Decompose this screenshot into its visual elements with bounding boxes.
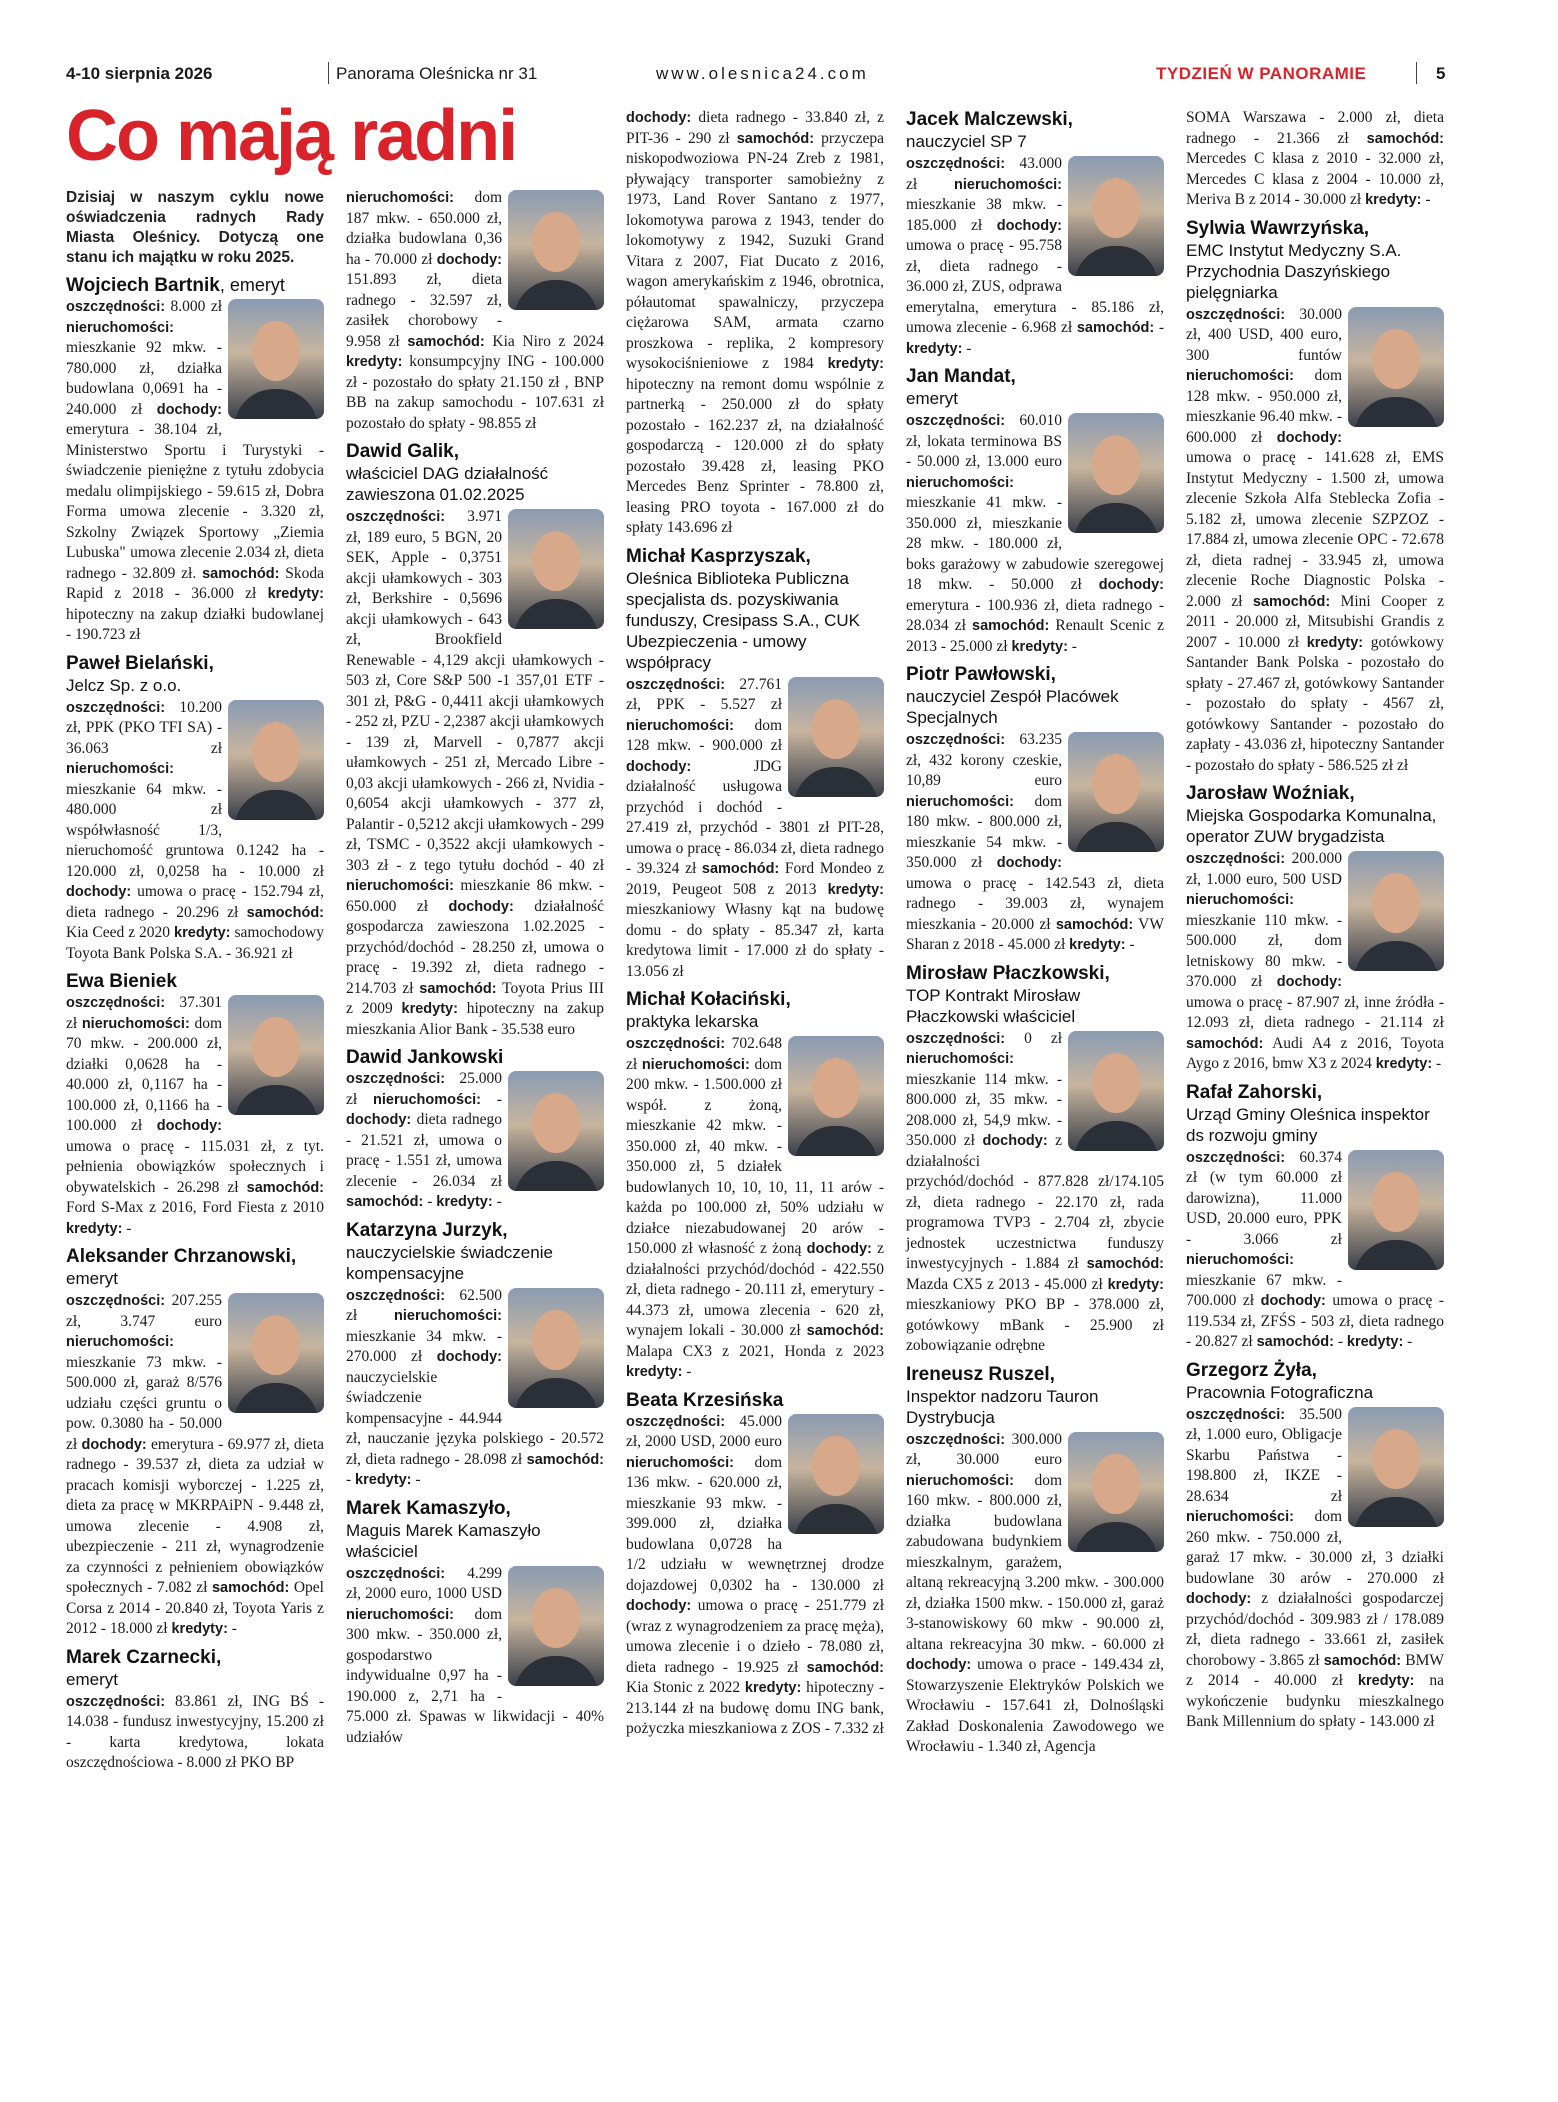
councillor-portrait [1068, 413, 1164, 533]
councillor-role: emeryt [906, 389, 958, 408]
councillor-portrait [1348, 1150, 1444, 1270]
councillor-name: Beata Krzesińska [626, 1389, 784, 1411]
councillor-entry [66, 652, 324, 965]
article-intro: Dzisiaj w naszym cyklu nowe oświadczenia radnych Rady Miasta Oleśnicy. Dotyczą one stanu ich majątku w roku 2025. [66, 189, 324, 266]
councillor-portrait [1348, 307, 1444, 427]
councillor-role: emeryt [66, 1269, 118, 1288]
asset-declaration-text: oszczędności: 702.648 zł nieruchomości: dom 200 mkw. - 1.500.000 zł współ. z żoną, mieszkanie 42 mkw. - 350.000 zł, 40 mkw. - 350.000 zł, 5 działek budowlanych 10, 10, 10, 11, 11 arów - każda po 100.000 zł, 50% udziału w działce niezabudowanej 20 arów - 150.000 zł własność z żoną dochody: z działalności przychód/dochód - 422.550 zł, dieta radnego - 20.111 zł, emerytury - 44.373 zł, umowa zlecenia - 620 zł, wynajem lokali - 30.000 zł samochód: Malapa CX3 z 2021, Honda z 2023 kredyty: - [626, 1035, 884, 1380]
councillor-role: nauczyciel Zespół Placówek Specjalnych [906, 687, 1119, 727]
councillor-role: Maguis Marek Kamaszyło właściciel [346, 1520, 541, 1561]
councillor-role: praktyka lekarska [626, 1012, 759, 1031]
asset-declaration-text: oszczędności: 45.000 zł, 2000 USD, 2000 euro nieruchomości: dom 136 mkw. - 620.000 zł, mieszkanie 93 mkw. - 399.000 zł, działka budowlana 0,0728 ha 1/2 udziału w wewnętrznej drodze dojazdowej 0,0302 ha - 130.000 zł dochody: umowa o pracę - 251.779 zł (wraz z wynagrodzeniem za pracę męża), umowa zlecenie i o dzieło - 78.080 zł, dieta radnego - 19.925 zł samochód: Kia Stonic z 2022 kredyty: hipoteczny - 213.144 zł na budowę domu ING bank, pożyczka mieszkaniowa z ZOS - 7.332 zł [626, 1412, 885, 1737]
councillor-entry [906, 108, 1164, 359]
councillor-entry [1186, 217, 1444, 777]
councillor-entry [1186, 782, 1444, 1075]
article-column-1 [66, 188, 324, 1780]
article-column-5 [1186, 108, 1444, 1739]
councillor-entry [1186, 108, 1444, 211]
asset-declaration-text: oszczędności: 0 zł nieruchomości: mieszkanie 114 mkw. - 800.000 zł, 35 mkw. - 208.000 zł, 54,9 mkw. - 350.000 zł dochody: z działalności przychód/dochód - 877.828 zł/174.105 zł, dieta radnego - 22.170 zł, rada programowa TVP3 - 2.704 zł, zbycie jednostek uczestnictwa funduszy inwestycyjnych - 1.884 zł samochód: Mazda CX5 z 2013 - 45.000 zł kredyty: mieszkaniowy PKO BP - 378.000 zł, gotówkowy mBank - 25.900 zł zobowiązanie odrębne [906, 1029, 1164, 1354]
councillor-role: nauczyciel SP 7 [906, 132, 1027, 151]
councillor-portrait [508, 1071, 604, 1191]
councillor-name: Aleksander Chrzanowski, [66, 1246, 297, 1267]
councillor-name: Paweł Bielański, [66, 652, 214, 674]
councillor-role: Urząd Gminy Oleśnica inspektor ds rozwoju gminy [1186, 1104, 1430, 1145]
councillor-entry [346, 440, 604, 1040]
councillor-name: Michał Kołaciński, [626, 989, 791, 1010]
councillor-name: Katarzyna Jurzyk, [346, 1219, 508, 1241]
councillor-name: Jarosław Woźniak, [1186, 783, 1355, 804]
asset-declaration-text: SOMA Warszawa - 2.000 zł, dieta radnego - 21.366 zł samochód: Mercedes C klasa z 2010 - 32.000 zł, Mercedes C klasa z 2004 - 10.000 zł, Meriva B z 2014 - 30.000 zł kredyty: - [1186, 109, 1444, 208]
page-number: 5 [1436, 64, 1446, 83]
asset-declaration-text: oszczędności: 60.010 zł, lokata terminowa BS - 50.000 zł, 13.000 euro nieruchomości: mieszkanie 41 mkw. - 350.000 zł, mieszkanie 28 mkw. - 180.000 zł, boks garażowy w zabudowie szeregowej 18 mkw. - 50.000 zł dochody: emerytura - 100.936 zł, dieta radnego - 28.034 zł samochód: Renault Scenic z 2013 - 25.000 zł kredyty: - [906, 412, 1165, 655]
councillor-portrait [1068, 1432, 1164, 1552]
councillor-name: Jan Mandat, [906, 366, 1016, 387]
councillor-role: EMC Instytut Medyczny S.A. Przychodnia Daszyńskiego pielęgniarka [1186, 240, 1402, 302]
councillor-name: Dawid Jankowski [346, 1047, 504, 1068]
councillor-portrait [228, 995, 324, 1115]
asset-declaration-text: oszczędności: 62.500 zł nieruchomości: mieszkanie 34 mkw. - 270.000 zł dochody: nauczycielskie świadczenie kompensacyjne - 44.944 zł, nauczanie języka polskiego - 20.572 zł, dieta radnego - 28.098 zł samochód: - kredyty: - [346, 1286, 604, 1488]
header-divider [1416, 62, 1417, 84]
section-title: TYDZIEŃ W PANORAMIE [1156, 64, 1367, 83]
councillor-portrait [508, 1288, 604, 1408]
councillor-entry [66, 970, 324, 1239]
councillor-entry [906, 365, 1164, 657]
councillor-portrait [228, 299, 324, 419]
councillor-entry [66, 1646, 324, 1774]
councillor-name: Michał Kasprzyszak, [626, 545, 811, 567]
asset-declaration-text: nieruchomości: dom 187 mkw. - 650.000 zł, działka budowlana 0,36 ha - 70.000 zł dochody: 151.893 zł, dieta radnego - 32.597 zł, zasiłek chorobowy - 9.958 zł samochód: Kia Niro z 2024 kredyty: konsumpcyjny ING - 100.000 zł - pozostało do spłaty 21.150 zł , BNP BB na zakup samochodu - 107.631 zł pozostało do spłaty - 98.855 zł [346, 189, 605, 432]
councillor-name: Jacek Malczewski, [906, 109, 1073, 130]
councillor-portrait [788, 1414, 884, 1534]
councillor-portrait [788, 1036, 884, 1156]
asset-declaration-text: oszczędności: 43.000 zł nieruchomości: mieszkanie 38 mkw. - 185.000 zł dochody: umowa o pracę - 95.758 zł, dieta radnego - 36.000 zł, ZUS, odprawa emerytalna, emerytura - 85.186 zł, umowa zlecenie - 6.968 zł samochód: - kredyty: - [906, 155, 1164, 357]
asset-declaration-text: oszczędności: 10.200 zł, PPK (PKO TFI SA) - 36.063 zł nieruchomości: mieszkanie 64 mkw. - 480.000 zł współwłasność 1/3, nieruchomość gruntowa 0.1242 ha - 120.000 zł, 0,0258 ha - 10.000 zł dochody: umowa o pracę - 152.794 zł, dieta radnego - 20.296 zł samochód: Kia Ceed z 2020 kredyty: samochodowy Toyota Bank Polska S.A. - 36.921 zł [66, 698, 324, 962]
issue-number: Panorama Oleśnicka nr 31 [336, 64, 538, 83]
article-column-2 [346, 188, 604, 1754]
councillor-name: Marek Kamaszyło, [346, 1497, 511, 1519]
article-headline: Co mają radni [66, 96, 517, 176]
header-divider [328, 62, 329, 84]
page-header [66, 62, 1458, 88]
councillor-name: Wojciech Bartnik, emeryt [66, 275, 285, 296]
councillor-portrait [1348, 851, 1444, 971]
councillor-role: Jelcz Sp. z o.o. [66, 675, 182, 695]
councillor-portrait [1348, 1407, 1444, 1527]
councillor-role: Pracownia Fotograficzna [1186, 1382, 1374, 1402]
asset-declaration-text: dochody: dieta radnego - 33.840 zł, z PIT-36 - 290 zł samochód: przyczepa niskopodwoziowa PN-24 Zreb z 1981, pływający transporter samobieżny z 1973, Land Rover Santano z 1977, lokomotywa parowa z 1943, tender do lokomotywy z 1942, Suzuki Grand Vitara z 2007, Fiat Ducato z 2016, wagon amerykańskim z 1946, obrotnica, półautomat spawalniczy, przyczepa ciężarowa SAM, armata czarno proszkowa - replika, 2 kompresory wysokociśnieniowe z 1984 kredyty: hipoteczny na remont domu wspólnie z partnerką - 250.000 zł do spłaty pozostało - 162.237 zł, na działalność gospodarczą - 120.000 zł do spłaty pozostało 39.428 zł, leasing PKO Mercedes Benz Sprinter - 78.800 zł, leasing PRO toyota - 167.000 zł do spłaty 143.696 zł [626, 109, 884, 536]
asset-declaration-text: oszczędności: 83.861 zł, ING BŚ - 14.038 - fundusz inwestycyjny, 15.200 zł - karta kredytowa, lokata oszczędnościowa - 8.000 zł PKO BP [66, 1692, 324, 1771]
councillor-role: nauczycielskie świadczenie kompensacyjne [346, 1242, 553, 1283]
councillor-entry [66, 1245, 324, 1640]
councillor-role: Miejska Gospodarka Komunalna, operator ZUW brygadzista [1186, 806, 1437, 846]
councillor-portrait [508, 509, 604, 629]
asset-declaration-text: oszczędności: 25.000 zł nieruchomości: - dochody: dieta radnego - 21.521 zł, umowa o pracę - 1.551 zł, umowa zlecenie - 26.034 zł samochód: - kredyty: - [346, 1069, 604, 1213]
councillor-entry [626, 108, 884, 539]
asset-declaration-text: oszczędności: 27.761 zł, PPK - 5.527 zł nieruchomości: dom 128 mkw. - 900.000 zł dochody: JDG działalność usługowa przychód i dochód - 27.419 zł, przychód - 3801 zł PIT-28, umowa o pracę - 86.034 zł, dieta radnego - 39.324 zł samochód: Ford Mondeo z 2019, Peugeot 508 z 2013 kredyty: mieszkaniowy Własny kąt na budowę domu - do spłaty - 85.347 zł, karta kredytowa limit - 17.000 zł do spłaty - 13.056 zł [626, 675, 884, 980]
article-column-4 [906, 108, 1164, 1764]
councillor-role: , emeryt [219, 275, 285, 295]
councillor-portrait [1068, 732, 1164, 852]
asset-declaration-text: oszczędności: 60.374 zł (w tym 60.000 zł darowizna), 11.000 USD, 20.000 euro, PPK - 3.066 zł nieruchomości: mieszkanie 67 mkw. - 700.000 zł dochody: umowa o pracę - 119.534 zł, ZFŚS - 503 zł, dieta radnego - 20.827 zł samochód: - kredyty: - [1186, 1148, 1444, 1350]
councillor-role: Inspektor nadzoru Tauron Dystrybucja [906, 1386, 1099, 1427]
councillor-entry [346, 1219, 604, 1491]
councillor-entry [1186, 1081, 1444, 1353]
asset-declaration-text: oszczędności: 4.299 zł, 2000 euro, 1000 USD nieruchomości: dom 300 mkw. - 350.000 zł, gospodarstwo indywidualne 0,97 ha - 190.000 z, 2,71 ha - 75.000 zł. Spawas w likwidacji - 40% udziałów [346, 1564, 604, 1746]
councillor-entry [626, 545, 884, 983]
councillor-entry [626, 988, 884, 1383]
website-url[interactable]: www.olesnica24.com [656, 64, 869, 83]
councillor-name: Piotr Pawłowski, [906, 664, 1056, 685]
councillor-portrait [1068, 1031, 1164, 1151]
asset-declaration-text: oszczędności: 207.255 zł, 3.747 euro nieruchomości: mieszkanie 73 mkw. - 500.000 zł, garaż 8/576 udziału części gruntu o pow. 0.3080 ha - 50.000 zł dochody: emerytura - 69.977 zł, dieta radnego - 39.537 zł, dieta za udział w pracach komisji wyborczej - 1.225 zł, dieta za pracę w MKRPAiPN - 9.448 zł, umowa zlecenie - 4.908 zł, ubezpieczenie - 211 zł, wynagrodzenie za czynności z pełnieniem obowiązków społecznych - 7.082 zł samochód: Opel Corsa z 2014 - 20.840 zł, Toyota Yaris z 2012 - 18.000 zł kredyty: - [66, 1292, 325, 1637]
councillor-portrait [788, 677, 884, 797]
asset-declaration-text: oszczędności: 3.971 zł, 189 euro, 5 BGN, 20 SEK, Apple - 0,3751 akcji ułamkowych - 303 zł, Berkshire - 0,5696 akcji ułamkowych - 643 zł, Brookfield Renewable - 4,129 akcji ułamkowych - 503 zł, Core S&P 500 -1 357,01 ETF - 301 zł, P&G - 0,4411 akcji ułamkowych - 252 zł, PZU - 2,2387 akcji ułamkowych - 139 zł, Marvell - 0,7877 akcji ułamkowych - 251 zł, Mercado Libre - 0,03 akcji ułamkowych - 266 zł, Nvidia - 0,6054 akcji ułamkowych - 377 zł, Palantir - 0,5212 akcji ułamkowych - 299 zł, TSMC - 0,3522 akcji ułamkowych - 303 zł - z tego tytułu dochód - 40 zł nieruchomości: mieszkanie 86 mkw. - 650.000 zł dochody: działalność gospodarcza zawieszona 1.02.2025 - przychód/dochód - 28.250 zł, umowa o pracę - 19.392 zł, dieta radnego - 214.703 zł samochód: Toyota Prius III z 2009 kredyty: hipoteczny na zakup mieszkania Alior Bank - 35.538 euro [346, 508, 605, 1038]
councillor-entry [906, 962, 1164, 1357]
asset-declaration-text: oszczędności: 37.301 zł nieruchomości: dom 70 mkw. - 200.000 zł, działki 0,0628 ha - 40.000 zł, 0,1167 ha - 100.000 zł, 0,1166 ha - 100.000 zł dochody: umowa o pracę - 115.031 zł, z tyt. pełnienia obowiązków społecznych i obywatelskich - 26.298 zł samochód: Ford S-Max z 2016, Ford Fiesta z 2010 kredyty: - [66, 994, 324, 1237]
councillor-name: Sylwia Wawrzyńska, [1186, 217, 1370, 239]
asset-declaration-text: oszczędności: 200.000 zł, 1.000 euro, 500 USD nieruchomości: mieszkanie 110 mkw. - 500.000 zł, dom letniskowy 80 mkw. - 370.000 zł dochody: umowa o pracę - 87.907 zł, inne źródła - 12.093 zł, dieta radnego - 21.114 zł samochód: Audi A4 z 2016, Toyota Aygo z 2016, bmw X3 z 2024 kredyty: - [1186, 850, 1444, 1072]
asset-declaration-text: oszczędności: 8.000 zł nieruchomości: mieszkanie 92 mkw. - 780.000 zł, działka budowlana 0,0691 ha - 240.000 zł dochody: emerytura - 38.104 zł, Ministerstwo Sportu i Turystyki - świadczenie pieniężne z tytułu zdobycia medalu olimpijskiego - 59.615 zł, Dobra Forma umowa zlecenie - 3.320 zł, Szkolny Związek Sportowy „Ziemia Lubuska" umowa zlecenie 2.034 zł, dieta radnego - 32.809 zł. samochód: Skoda Rapid z 2018 - 36.000 zł kredyty: hipoteczny na zakup działki budowlanej - 190.723 zł [66, 298, 324, 643]
asset-declaration-text: oszczędności: 30.000 zł, 400 USD, 400 euro, 300 funtów nieruchomości: dom 128 mkw. - 950.000 zł, mieszkanie 96.40 mkw. - 600.000 zł dochody: umowa o pracę - 141.628 zł, EMS Instytut Medyczny - 1.500 zł, umowa zlecenie Szkoła Alfa Steblecka Zofia - 5.182 zł, umowa zlecenie SZPZOZ - 17.884 zł, umowa zlecenie OPC - 72.678 zł, dieta radnej - 33.945 zł, umowa zlecenie Roche Diagnostic Polska - 2.000 zł samochód: Mini Cooper z 2011 - 20.000 zł, Mitsubishi Grandis z 2007 - 10.000 zł kredyty: gotówkowy Santander Bank Polska - pozostało do spłaty - 27.467 zł, gotówkowy Santander - pozostało do spłaty - 4567 zł, gotówkowy Santander - pozostało do zapłaty - 43.036 zł, hipoteczny Santander - pozostało do spłaty - 586.525 zł zł [1186, 305, 1445, 774]
councillor-entry [1186, 1359, 1444, 1733]
councillor-portrait [228, 1293, 324, 1413]
councillor-name: Grzegorz Żyła, [1186, 1359, 1317, 1381]
councillor-entry [346, 188, 604, 434]
councillor-name: Mirosław Płaczkowski, [906, 962, 1110, 984]
councillor-role: właściciel DAG działalność zawieszona 01.02.2025 [346, 464, 549, 504]
councillor-entry [66, 274, 324, 646]
councillor-role: TOP Kontrakt Mirosław Płaczkowski właściciel [906, 985, 1081, 1026]
asset-declaration-text: oszczędności: 63.235 zł, 432 korony czeskie, 10,89 euro nieruchomości: dom 180 mkw. - 800.000 zł, mieszkanie 54 mkw. - 350.000 zł dochody: umowa o pracę - 142.543 zł, dieta radnego - 39.003 zł, wynajem mieszkania - 20.000 zł samochód: VW Sharan z 2018 - 45.000 zł kredyty: - [906, 731, 1164, 953]
councillor-portrait [228, 700, 324, 820]
councillor-portrait [508, 190, 604, 310]
councillor-entry [906, 1363, 1164, 1758]
councillor-name: Dawid Galik, [346, 441, 459, 462]
asset-declaration-text: oszczędności: 300.000 zł, 30.000 euro nieruchomości: dom 160 mkw. - 800.000 zł, działka budowlana zabudowana budynkiem mieszkalnym, garażem, altaną rekreacyjną 3.200 mkw. - 300.000 zł, działka 1500 mkw. - 150.000 zł, garaż 3-stanowiskowy 60 mkw - 90.000 zł, altana rekreacyjna 30 mkw. - 60.000 zł dochody: umowa o prace - 149.434 zł, Stowarzyszenie Elektryków Polskich we Wrocławiu - 157.641 zł, Dolnośląski Zakład Doskonalenia Zawodowego we Wrocławiu - 1.340 zł, Agencja [906, 1430, 1164, 1755]
councillor-portrait [1068, 156, 1164, 276]
issue-date: 4-10 sierpnia 2026 [66, 64, 213, 83]
councillor-name: Rafał Zahorski, [1186, 1081, 1323, 1103]
asset-declaration-text: oszczędności: 35.500 zł, 1.000 euro, Obligacje Skarbu Państwa - 198.800 zł, IKZE - 28.634 zł nieruchomości: dom 260 mkw. - 750.000 zł, garaż 17 mkw. - 30.000 zł, 3 działki budowlane 30 arów - 270.000 zł dochody: z działalności gospodarczej przychód/dochód - 309.983 zł / 178.089 zł, dieta radnego - 33.661 zł, zasiłek chorobowy - 3.865 zł samochód: BMW z 2014 - 40.000 zł kredyty: na wykończenie budynku mieszkalnego Bank Millennium do spłaty - 143.000 zł [1186, 1405, 1444, 1730]
councillor-name: Ewa Bieniek [66, 971, 177, 992]
councillor-role: emeryt [66, 1669, 118, 1689]
councillor-name: Marek Czarnecki, [66, 1646, 222, 1668]
councillor-entry [626, 1389, 884, 1740]
councillor-entry [906, 663, 1164, 956]
councillor-entry [346, 1497, 604, 1749]
councillor-entry [346, 1046, 604, 1213]
article-column-3 [626, 108, 884, 1746]
councillor-name: Ireneusz Ruszel, [906, 1363, 1055, 1385]
councillor-role: Oleśnica Biblioteka Publiczna specjalista ds. pozyskiwania funduszy, Cresipass S.A., CUK Ubezpieczenia - umowy współpracy [626, 568, 860, 672]
councillor-portrait [508, 1566, 604, 1686]
